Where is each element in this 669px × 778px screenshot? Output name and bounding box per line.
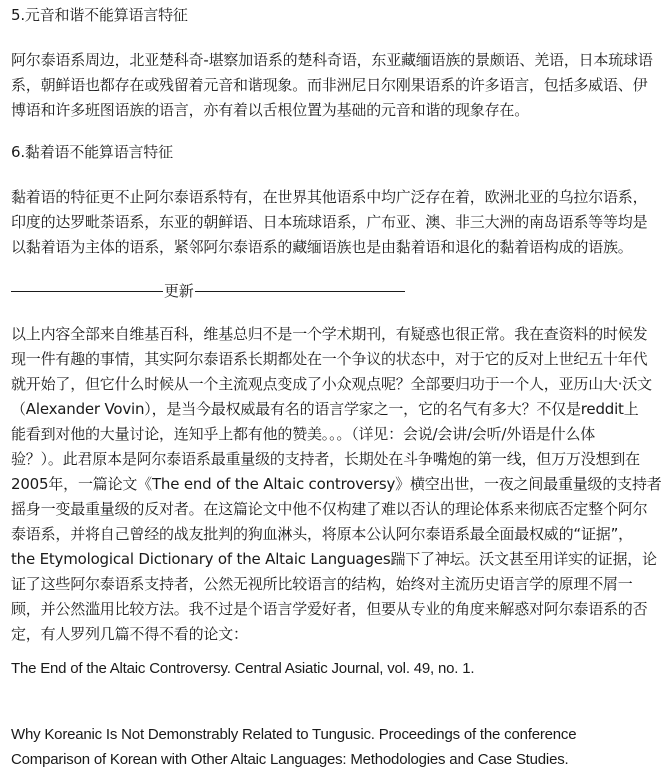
paragraph-line: 2005年，一篇论文《The end of the Altaic controversy》横空出世，一夜之间最重量级的支持者 <box>11 475 662 493</box>
paragraph-line: （Alexander Vovin），是当今最权威最有名的语言学家之一，它的名气有多大？不仅是reddit上 <box>11 400 639 418</box>
paragraph-line: 以上内容全部来自维基百科，维基总归不是一个学术期刊，有疑惑也很正常。我在查资料的时候发 <box>11 325 648 343</box>
paragraph-line: 泰语系，并将自己曾经的战友批判的狗血淋头，将原本公认阿尔泰语系最全面最权威的“证据”， <box>11 525 633 543</box>
section-5-paragraph <box>11 48 663 123</box>
paragraph-line: 以黏着语为主体的语系，紧邻阿尔泰语系的藏缅语族也是由黏着语和退化的黏着语构成的语族。 <box>11 238 633 256</box>
paragraph-line: 就开始了，但它什么时候从一个主流观点变成了小众观点呢？全部要归功于一个人，亚历山大·沃文 <box>11 375 652 393</box>
reference-line: Comparison of Korean with Other Altaic Languages: Methodologies and Case Studies. <box>11 751 569 768</box>
reference-line: The End of the Altaic Controversy. Central Asiatic Journal, vol. 49, no. 1. <box>11 660 475 677</box>
paragraph-line: 博语和许多班图语族的语言，亦有着以舌根位置为基础的元音和谐的现象存在。 <box>11 101 530 119</box>
reference-1 <box>11 656 663 681</box>
paragraph-line: 现一件有趣的事情，其实阿尔泰语系长期都处在一个争议的状态中，对于它的反对上世纪五十年代 <box>11 350 648 368</box>
paragraph-line: 黏着语的特征更不止阿尔泰语系特有，在世界其他语系中均广泛存在着，欧洲北亚的乌拉尔语系， <box>11 188 648 206</box>
paragraph-line: 证了这些阿尔泰语系支持者，公然无视所比较语言的结构，始终对主流历史语言学的原理不屑一 <box>11 575 633 593</box>
update-separator <box>11 279 405 304</box>
paragraph-line: 能看到对他的大量讨论，连知乎上都有他的赞美。。。（详见：会说/会讲/会听/外语是什么体 <box>11 425 596 443</box>
section-5-heading: 5.元音和谐不能算语言特征 <box>11 6 188 24</box>
section-6-paragraph <box>11 185 663 260</box>
paragraph-line: 阿尔泰语系周边，北亚楚科奇-堪察加语系的楚科奇语，东亚藏缅语族的景颇语、羌语，日本琉球语 <box>11 51 653 69</box>
separator-line-left <box>11 291 163 292</box>
paragraph-line: 定，有人罗列几篇不得不看的论文： <box>11 625 248 643</box>
paragraph-line: 顾，并公然滥用比较方法。我不过是个语言学爱好者，但要从专业的角度来解惑对阿尔泰语系的否 <box>11 600 648 618</box>
separator-line-right <box>195 291 405 292</box>
paragraph-line: 摇身一变最重量级的反对者。在这篇论文中他不仅构建了难以否认的理论体系来彻底否定整个阿尔 <box>11 500 648 518</box>
update-paragraph <box>11 322 663 647</box>
paragraph-line: 印度的达罗毗荼语系，东亚的朝鲜语、日本琉球语系，广布亚、澳、非三大洲的南岛语系等等均是 <box>11 213 648 231</box>
section-6-heading: 6.黏着语不能算语言特征 <box>11 143 173 161</box>
paragraph-line: the Etymological Dictionary of the Altaic Languages踹下了神坛。沃文甚至用详实的证据，论 <box>11 550 657 568</box>
paragraph-line: 系，朝鲜语也都存在或残留着元音和谐现象。而非洲尼日尔刚果语系的许多语言，包括多威语、伊 <box>11 76 648 94</box>
paragraph-line: 验？）。此君原本是阿尔泰语系最重量级的支持者，长期处在斗争嘴炮的第一线，但万万没想到在 <box>11 450 640 468</box>
reference-line: Why Koreanic Is Not Demonstrably Related to Tungusic. Proceedings of the conference <box>11 726 577 743</box>
reference-2 <box>11 722 663 772</box>
separator-label: 更新 <box>164 282 194 300</box>
